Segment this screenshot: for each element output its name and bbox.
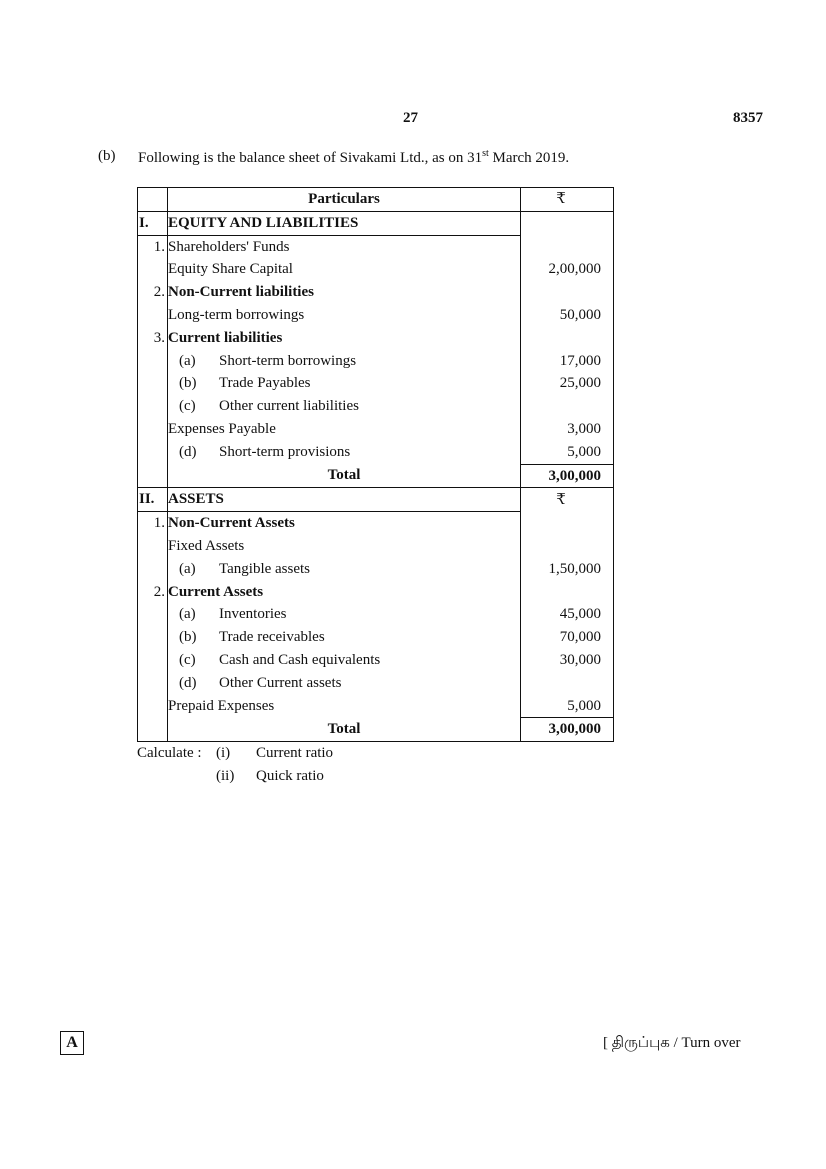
row-value bbox=[521, 281, 614, 304]
row-mark: (c) bbox=[179, 398, 196, 415]
row-value: 1,50,000 bbox=[521, 558, 614, 581]
section2-total-row bbox=[138, 718, 614, 742]
table-row bbox=[138, 235, 614, 258]
row-label bbox=[168, 395, 521, 418]
table-row bbox=[138, 418, 614, 441]
table-row bbox=[138, 395, 614, 418]
row-label bbox=[168, 558, 521, 581]
section2-title: ASSETS bbox=[168, 488, 521, 512]
row-label bbox=[168, 603, 521, 626]
row-label: Long-term borrowings bbox=[168, 306, 305, 323]
row-label: Shareholders' Funds bbox=[168, 238, 290, 255]
question-superscript: st bbox=[482, 148, 489, 159]
table-row bbox=[138, 672, 614, 695]
row-value bbox=[521, 672, 614, 695]
row-num bbox=[138, 464, 168, 488]
calculate-ii-text: Quick ratio bbox=[256, 768, 324, 784]
row-text: Trade Payables bbox=[219, 375, 311, 392]
calculate-ii-number: (ii) bbox=[216, 768, 235, 784]
row-mark: (b) bbox=[179, 629, 197, 646]
row-value bbox=[521, 395, 614, 418]
row-value: 70,000 bbox=[521, 626, 614, 649]
row-mark: (a) bbox=[179, 606, 196, 623]
row-label bbox=[168, 372, 521, 395]
row-label: Current Assets bbox=[168, 583, 264, 600]
calculate-i-text: Current ratio bbox=[256, 745, 334, 761]
row-mark: (a) bbox=[179, 560, 196, 577]
row-value: 25,000 bbox=[521, 372, 614, 395]
row-mark: (b) bbox=[179, 375, 197, 392]
row-mark: (c) bbox=[179, 651, 196, 668]
table-row bbox=[138, 535, 614, 558]
booklet-code-box: A bbox=[60, 1031, 84, 1055]
row-value: 3,000 bbox=[521, 418, 614, 441]
row-num bbox=[138, 304, 168, 327]
row-num bbox=[138, 395, 168, 418]
section1-row bbox=[138, 211, 614, 235]
row-mark: (d) bbox=[179, 674, 197, 691]
table-row bbox=[138, 512, 614, 535]
section1-value-cell bbox=[521, 211, 614, 235]
section1-total-value: 3,00,000 bbox=[521, 464, 614, 488]
row-value bbox=[521, 327, 614, 350]
section2-currency: ₹ bbox=[521, 488, 614, 512]
table-row bbox=[138, 258, 614, 281]
header-particulars: Particulars bbox=[168, 188, 521, 212]
row-value bbox=[521, 581, 614, 604]
table-row bbox=[138, 281, 614, 304]
row-num: 1. bbox=[138, 512, 168, 535]
row-num bbox=[138, 558, 168, 581]
section1-total-label: Total bbox=[168, 464, 521, 488]
row-text: Other Current assets bbox=[219, 674, 342, 691]
row-text: Inventories bbox=[219, 606, 287, 623]
row-num bbox=[138, 418, 168, 441]
row-text: Trade receivables bbox=[219, 629, 325, 646]
table-row bbox=[138, 558, 614, 581]
section2-num: II. bbox=[138, 488, 168, 512]
row-num: 1. bbox=[138, 235, 168, 258]
row-label: Current liabilities bbox=[168, 329, 283, 346]
row-num bbox=[138, 695, 168, 718]
table-row bbox=[138, 649, 614, 672]
row-num: 2. bbox=[138, 281, 168, 304]
row-num bbox=[138, 626, 168, 649]
section2-total-value: 3,00,000 bbox=[521, 718, 614, 742]
row-num bbox=[138, 258, 168, 281]
row-value: 17,000 bbox=[521, 350, 614, 373]
row-label bbox=[168, 441, 521, 464]
calculate-i-number: (i) bbox=[216, 745, 231, 761]
table-row bbox=[138, 304, 614, 327]
table-row bbox=[138, 441, 614, 464]
row-text: Other current liabilities bbox=[219, 398, 359, 415]
question-text-main: Following is the balance sheet of Sivakami Ltd., as on 31 bbox=[138, 150, 483, 166]
row-label: Equity Share Capital bbox=[168, 261, 293, 278]
row-label: Non-Current liabilities bbox=[168, 284, 314, 301]
row-num bbox=[138, 441, 168, 464]
paper-code: 8357 bbox=[733, 110, 763, 126]
section2-row bbox=[138, 488, 614, 512]
header-num-cell bbox=[138, 188, 168, 212]
row-label: Expenses Payable bbox=[168, 420, 276, 437]
row-mark: (a) bbox=[179, 352, 196, 369]
table-header-row bbox=[138, 188, 614, 212]
row-label bbox=[168, 626, 521, 649]
row-value: 30,000 bbox=[521, 649, 614, 672]
row-text: Short-term borrowings bbox=[219, 352, 357, 369]
row-label bbox=[168, 672, 521, 695]
section2-total-label: Total bbox=[168, 718, 521, 742]
table-row bbox=[138, 350, 614, 373]
row-value: 5,000 bbox=[521, 441, 614, 464]
row-num bbox=[138, 350, 168, 373]
row-num bbox=[138, 649, 168, 672]
table-row bbox=[138, 327, 614, 350]
row-value bbox=[521, 235, 614, 258]
row-value bbox=[521, 535, 614, 558]
row-text: Tangible assets bbox=[219, 560, 311, 577]
row-text: Cash and Cash equivalents bbox=[219, 651, 381, 668]
row-num: 2. bbox=[138, 581, 168, 604]
row-num bbox=[138, 603, 168, 626]
question-text bbox=[138, 148, 569, 167]
row-label: Prepaid Expenses bbox=[168, 697, 275, 714]
row-label bbox=[168, 649, 521, 672]
section1-num: I. bbox=[138, 211, 168, 235]
row-label: Fixed Assets bbox=[168, 537, 245, 554]
row-value: 2,00,000 bbox=[521, 258, 614, 281]
table-row bbox=[138, 626, 614, 649]
page-number: 27 bbox=[403, 110, 418, 126]
row-text: Short-term provisions bbox=[219, 444, 351, 461]
question-text-end: March 2019. bbox=[488, 150, 570, 166]
row-num: 3. bbox=[138, 327, 168, 350]
row-num bbox=[138, 372, 168, 395]
turn-over-text: [ திருப்புக / Turn over bbox=[603, 1035, 741, 1051]
row-value: 45,000 bbox=[521, 603, 614, 626]
balance-sheet-table bbox=[137, 187, 614, 742]
row-value: 5,000 bbox=[521, 695, 614, 718]
row-label bbox=[168, 350, 521, 373]
question-label: (b) bbox=[98, 148, 116, 164]
header-currency: ₹ bbox=[521, 188, 614, 212]
table-row bbox=[138, 581, 614, 604]
row-label: Non-Current Assets bbox=[168, 515, 295, 532]
row-num bbox=[138, 535, 168, 558]
row-value: 50,000 bbox=[521, 304, 614, 327]
table-row bbox=[138, 603, 614, 626]
row-num bbox=[138, 718, 168, 742]
table-row bbox=[138, 695, 614, 718]
row-value bbox=[521, 512, 614, 535]
calculate-label: Calculate : bbox=[137, 745, 202, 761]
section1-total-row bbox=[138, 464, 614, 488]
row-mark: (d) bbox=[179, 444, 197, 461]
row-num bbox=[138, 672, 168, 695]
section1-title: EQUITY AND LIABILITIES bbox=[168, 211, 521, 235]
table-row bbox=[138, 372, 614, 395]
